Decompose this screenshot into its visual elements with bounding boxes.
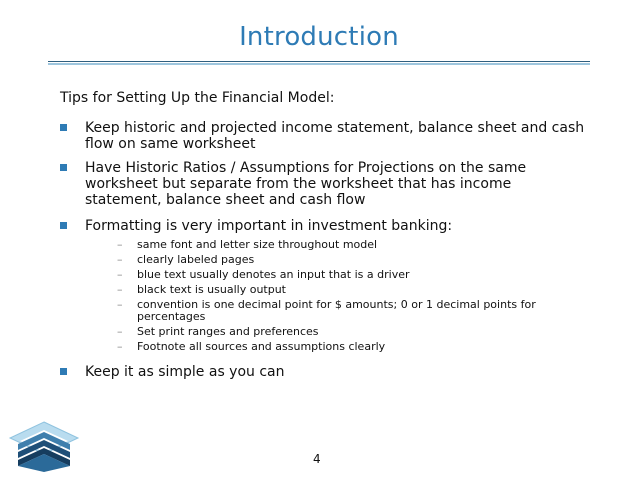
dash-marker: – bbox=[117, 268, 123, 281]
sub-bullet-text: Footnote all sources and assumptions clearly bbox=[137, 340, 386, 353]
sub-bullet-text: clearly labeled pages bbox=[137, 253, 255, 266]
sub-bullet-text: convention is one decimal point for $ amounts; 0 or 1 decimal points for percentages bbox=[137, 298, 536, 323]
sub-bullet-text: same font and letter size throughout model bbox=[137, 238, 378, 251]
square-bullet-icon bbox=[60, 124, 67, 131]
dash-marker: – bbox=[117, 298, 123, 311]
sub-bullet-text: blue text usually denotes an input that is a driver bbox=[137, 268, 410, 281]
square-bullet-icon bbox=[60, 164, 67, 171]
dash-marker: – bbox=[117, 253, 123, 266]
bullet-text: Formatting is very important in investment banking: bbox=[85, 218, 453, 234]
square-bullet-icon bbox=[60, 368, 67, 375]
dash-marker: – bbox=[117, 238, 123, 251]
slide-title: Introduction bbox=[239, 22, 399, 52]
intro-text: Tips for Setting Up the Financial Model: bbox=[60, 90, 335, 106]
bullet-text: Keep it as simple as you can bbox=[85, 364, 285, 380]
dash-marker: – bbox=[117, 283, 123, 296]
sub-bullet-text: Set print ranges and preferences bbox=[137, 325, 319, 338]
stacked-chevron-logo-icon bbox=[8, 420, 80, 474]
bullet-text: Have Historic Ratios / Assumptions for Projections on the same worksheet but separate from the worksheet that has income statement, balance sheet and cash flow bbox=[85, 160, 527, 208]
title-divider bbox=[48, 61, 590, 62]
title-divider-accent bbox=[48, 63, 590, 65]
dash-marker: – bbox=[117, 325, 123, 338]
page-number: 4 bbox=[313, 452, 321, 466]
sub-bullet-text: black text is usually output bbox=[137, 283, 286, 296]
dash-marker: – bbox=[117, 340, 123, 353]
bullet-text: Keep historic and projected income statement, balance sheet and cash flow on same worksheet bbox=[85, 120, 585, 152]
square-bullet-icon bbox=[60, 222, 67, 229]
